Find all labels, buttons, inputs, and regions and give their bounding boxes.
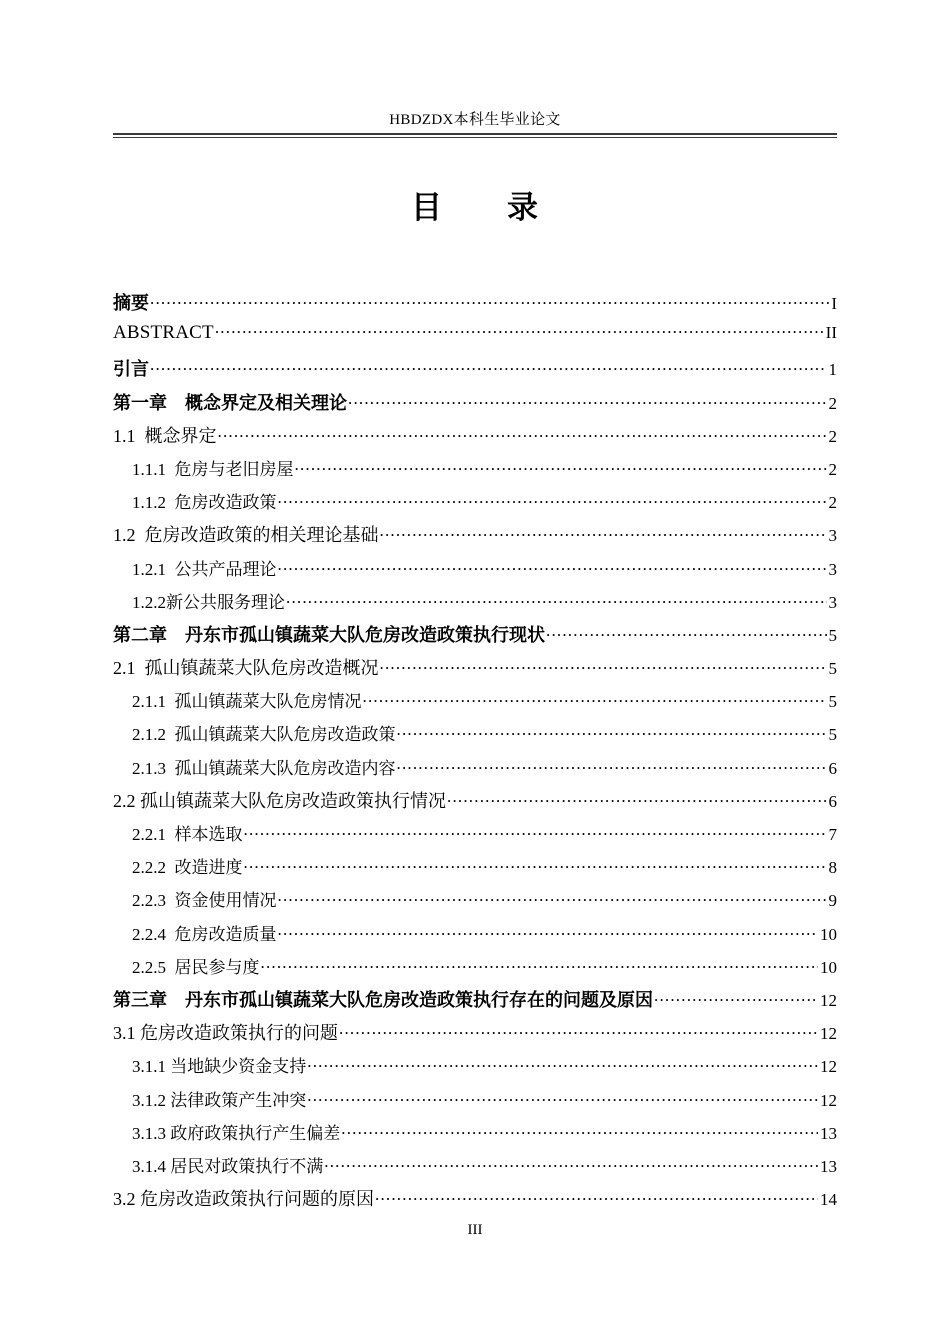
toc-entry-page-number: 6 bbox=[828, 791, 837, 811]
toc-entry-page-number: 5 bbox=[828, 692, 837, 712]
toc-entry-label: 1.2.1 公共产品理论 bbox=[132, 559, 277, 579]
toc-dot-leader bbox=[348, 393, 827, 409]
toc-dot-leader bbox=[278, 924, 819, 940]
toc-dot-leader bbox=[278, 890, 827, 906]
toc-entry-page-number: 14 bbox=[820, 1190, 837, 1210]
toc-entry-page-number: 8 bbox=[828, 858, 837, 878]
toc-entry-page-number: 5 bbox=[828, 625, 837, 645]
toc-entry[interactable] bbox=[113, 289, 837, 322]
toc-entry[interactable] bbox=[132, 754, 837, 787]
toc-entry-page-number: 3 bbox=[828, 526, 837, 546]
toc-entry[interactable] bbox=[113, 621, 837, 654]
toc-entry[interactable] bbox=[132, 1086, 837, 1119]
toc-entry[interactable] bbox=[132, 953, 837, 986]
toc-entry[interactable] bbox=[132, 1152, 837, 1185]
toc-entry-label: 1.2 危房改造政策的相关理论基础 bbox=[113, 525, 379, 546]
toc-entry-page-number: 2 bbox=[828, 426, 837, 446]
toc-dot-leader bbox=[447, 791, 827, 807]
toc-dot-leader bbox=[397, 758, 827, 774]
toc-entry-page-number: 6 bbox=[828, 758, 837, 778]
page-number-footer: III bbox=[467, 1222, 483, 1238]
toc-entry[interactable] bbox=[132, 1119, 837, 1152]
toc-entry-label: 2.1 孤山镇蔬菜大队危房改造概况 bbox=[113, 658, 379, 679]
toc-entry-label: 1.1.2 危房改造政策 bbox=[132, 493, 277, 513]
toc-dot-leader bbox=[261, 957, 819, 973]
header-rule bbox=[113, 133, 837, 138]
toc-entry[interactable] bbox=[113, 521, 837, 554]
toc-entry-label: 3.1 危房改造政策执行的问题 bbox=[113, 1023, 338, 1044]
toc-entry[interactable] bbox=[132, 720, 837, 753]
toc-entry-page-number: 12 bbox=[820, 1090, 837, 1110]
toc-dot-leader bbox=[307, 1090, 818, 1106]
toc-entry-label: 2.2.3 资金使用情况 bbox=[132, 891, 277, 911]
toc-dot-leader bbox=[278, 559, 827, 575]
toc-entry-page-number: 12 bbox=[820, 990, 837, 1010]
toc-entry[interactable] bbox=[132, 853, 837, 886]
toc-entry-label: 第一章 概念界定及相关理论 bbox=[113, 392, 347, 414]
toc-entry-page-number: 2 bbox=[828, 393, 837, 413]
toc-entry[interactable] bbox=[132, 687, 837, 720]
toc-entry[interactable] bbox=[113, 322, 837, 355]
toc-entry-page-number: 2 bbox=[828, 493, 837, 513]
toc-dot-leader bbox=[244, 857, 827, 873]
toc-dot-leader bbox=[244, 824, 827, 840]
running-head: HBDZDX本科生毕业论文 bbox=[389, 112, 561, 128]
toc-entry-label: 3.1.4 居民对政策执行不满 bbox=[132, 1156, 324, 1176]
page-title: 目 录 bbox=[411, 190, 539, 226]
toc-entry-label: 引言 bbox=[113, 359, 149, 381]
toc-entry-page-number: 13 bbox=[820, 1123, 837, 1143]
table-of-contents bbox=[113, 289, 837, 1218]
toc-entry-page-number: I bbox=[831, 294, 837, 313]
toc-entry[interactable] bbox=[132, 455, 837, 488]
toc-entry-label: 2.2.2 改造进度 bbox=[132, 858, 243, 878]
toc-entry[interactable] bbox=[113, 1019, 837, 1052]
toc-entry-page-number: 10 bbox=[820, 924, 837, 944]
toc-dot-leader bbox=[375, 1189, 818, 1205]
toc-dot-leader bbox=[380, 658, 827, 674]
toc-entry-label: 2.2.5 居民参与度 bbox=[132, 957, 260, 977]
toc-entry-label: 第三章 丹东市孤山镇蔬菜大队危房改造政策执行存在的问题及原因 bbox=[113, 989, 653, 1011]
toc-entry[interactable] bbox=[113, 355, 837, 388]
toc-entry-page-number: 5 bbox=[828, 725, 837, 745]
toc-dot-leader bbox=[150, 359, 827, 375]
toc-entry-page-number: 9 bbox=[828, 891, 837, 911]
toc-dot-leader bbox=[295, 459, 827, 475]
toc-entry-label: 第二章 丹东市孤山镇蔬菜大队危房改造政策执行现状 bbox=[113, 624, 545, 646]
toc-entry[interactable] bbox=[132, 820, 837, 853]
toc-entry-page-number: 1 bbox=[828, 360, 837, 380]
toc-entry[interactable] bbox=[132, 886, 837, 919]
toc-dot-leader bbox=[397, 724, 827, 740]
toc-entry-page-number: 7 bbox=[828, 825, 837, 844]
toc-entry[interactable] bbox=[132, 555, 837, 588]
toc-entry-page-number: 12 bbox=[820, 1057, 837, 1077]
toc-entry[interactable] bbox=[113, 986, 837, 1019]
toc-entry-page-number: 3 bbox=[828, 559, 837, 579]
toc-entry[interactable] bbox=[132, 588, 837, 621]
toc-entry-label: 2.1.2 孤山镇蔬菜大队危房改造政策 bbox=[132, 725, 396, 745]
toc-entry-page-number: 3 bbox=[828, 592, 837, 612]
toc-entry[interactable] bbox=[113, 1185, 837, 1218]
toc-dot-leader bbox=[215, 322, 824, 338]
toc-entry-page-number: 13 bbox=[820, 1156, 837, 1176]
toc-entry-label: 3.1.2 法律政策产生冲突 bbox=[132, 1090, 307, 1110]
toc-dot-leader bbox=[324, 1156, 818, 1172]
toc-entry-label: 2.2.1 样本选取 bbox=[132, 825, 243, 844]
toc-dot-leader bbox=[339, 1023, 818, 1039]
toc-entry-label: 摘要 bbox=[113, 293, 149, 314]
toc-entry-label: 3.1.1 当地缺少资金支持 bbox=[132, 1057, 307, 1077]
toc-entry[interactable] bbox=[113, 654, 837, 687]
toc-entry-label: 1.2.2新公共服务理论 bbox=[132, 592, 285, 612]
toc-dot-leader bbox=[341, 1123, 818, 1139]
toc-dot-leader bbox=[380, 525, 827, 541]
toc-entry[interactable] bbox=[132, 488, 837, 521]
toc-entry-page-number: 10 bbox=[820, 957, 837, 977]
toc-entry[interactable] bbox=[132, 1052, 837, 1085]
toc-dot-leader bbox=[363, 691, 827, 707]
toc-entry-label: 1.1.1 危房与老旧房屋 bbox=[132, 459, 294, 479]
toc-entry[interactable] bbox=[132, 920, 837, 953]
toc-dot-leader bbox=[150, 293, 829, 309]
toc-entry-label: 2.2.4 危房改造质量 bbox=[132, 924, 277, 944]
toc-dot-leader bbox=[546, 625, 827, 641]
toc-dot-leader bbox=[654, 990, 818, 1006]
toc-entry-label: 3.1.3 政府政策执行产生偏差 bbox=[132, 1123, 341, 1143]
toc-entry-label: ABSTRACT bbox=[113, 322, 214, 344]
toc-entry-label: 2.1.3 孤山镇蔬菜大队危房改造内容 bbox=[132, 758, 396, 778]
toc-dot-leader bbox=[307, 1056, 818, 1072]
toc-entry-page-number: 12 bbox=[820, 1024, 837, 1044]
page-header bbox=[113, 110, 837, 138]
toc-dot-leader bbox=[218, 426, 827, 442]
toc-dot-leader bbox=[286, 592, 827, 608]
toc-entry-label: 1.1 概念界定 bbox=[113, 425, 217, 446]
toc-entry-page-number: 2 bbox=[828, 459, 837, 479]
toc-dot-leader bbox=[278, 492, 827, 508]
toc-entry-label: 3.2 危房改造政策执行问题的原因 bbox=[113, 1189, 374, 1210]
toc-entry[interactable] bbox=[113, 389, 837, 422]
toc-entry-page-number: II bbox=[825, 323, 837, 343]
toc-entry-page-number: 5 bbox=[828, 659, 837, 679]
toc-entry-label: 2.2 孤山镇蔬菜大队危房改造政策执行情况 bbox=[113, 790, 446, 811]
toc-entry-label: 2.1.1 孤山镇蔬菜大队危房情况 bbox=[132, 692, 362, 712]
toc-entry[interactable] bbox=[113, 422, 837, 455]
toc-entry[interactable] bbox=[113, 787, 837, 820]
